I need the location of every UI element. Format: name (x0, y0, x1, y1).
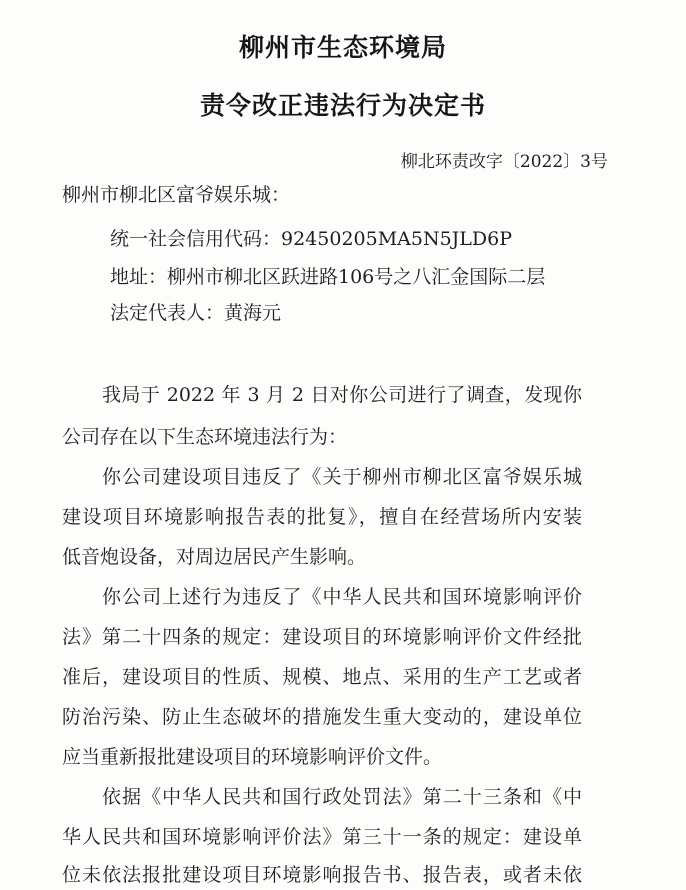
legal-representative-line: 法定代表人：黄海元 (110, 302, 282, 324)
body-line: 我局于 2022 年 3 月 2 日对你公司进行了调查，发现你 (102, 384, 582, 406)
body-line: 法》第二十四条的规定：建设项目的环境影响评价文件经批 (62, 626, 582, 648)
body-line: 准后，建设项目的性质、规模、地点、采用的生产工艺或者 (62, 666, 582, 688)
body-line: 公司存在以下生态环境违法行为： (62, 426, 348, 448)
document-type-title: 责令改正违法行为决定书 (199, 91, 486, 120)
body-line: 你公司上述行为违反了《中华人民共和国环境影响评价 (102, 586, 582, 608)
body-line: 防治污染、防止生态破坏的措施发生重大变动的，建设单位 (62, 706, 582, 728)
agency-title: 柳州市生态环境局 (238, 33, 447, 62)
document-number: 柳北环责改字〔2022〕3号 (400, 152, 608, 172)
body-line: 低音炮设备，对周边居民产生影响。 (62, 546, 367, 568)
address-line: 地址：柳州市柳北区跃进路106号之八汇金国际二层 (110, 266, 546, 288)
recipient-name: 柳州市柳北区富爷娱乐城： (62, 184, 291, 206)
body-line: 依据《中华人民共和国行政处罚法》第二十三条和《中 (102, 786, 582, 808)
body-line: 应当重新报批建设项目的环境影响评价文件。 (62, 746, 443, 768)
body-line: 位未依法报批建设项目环境影响报告书、报告表，或者未依 (62, 864, 582, 886)
credit-code-line: 统一社会信用代码：92450205MA5N5JLD6P (110, 228, 513, 250)
body-line: 华人民共和国环境影响评价法》第三十一条的规定：建设单 (62, 826, 582, 848)
body-line: 你公司建设项目违反了《关于柳州市柳北区富爷娱乐城 (102, 466, 582, 488)
body-line: 建设项目环境影响报告表的批复》，擅自在经营场所内安装 (62, 506, 582, 528)
